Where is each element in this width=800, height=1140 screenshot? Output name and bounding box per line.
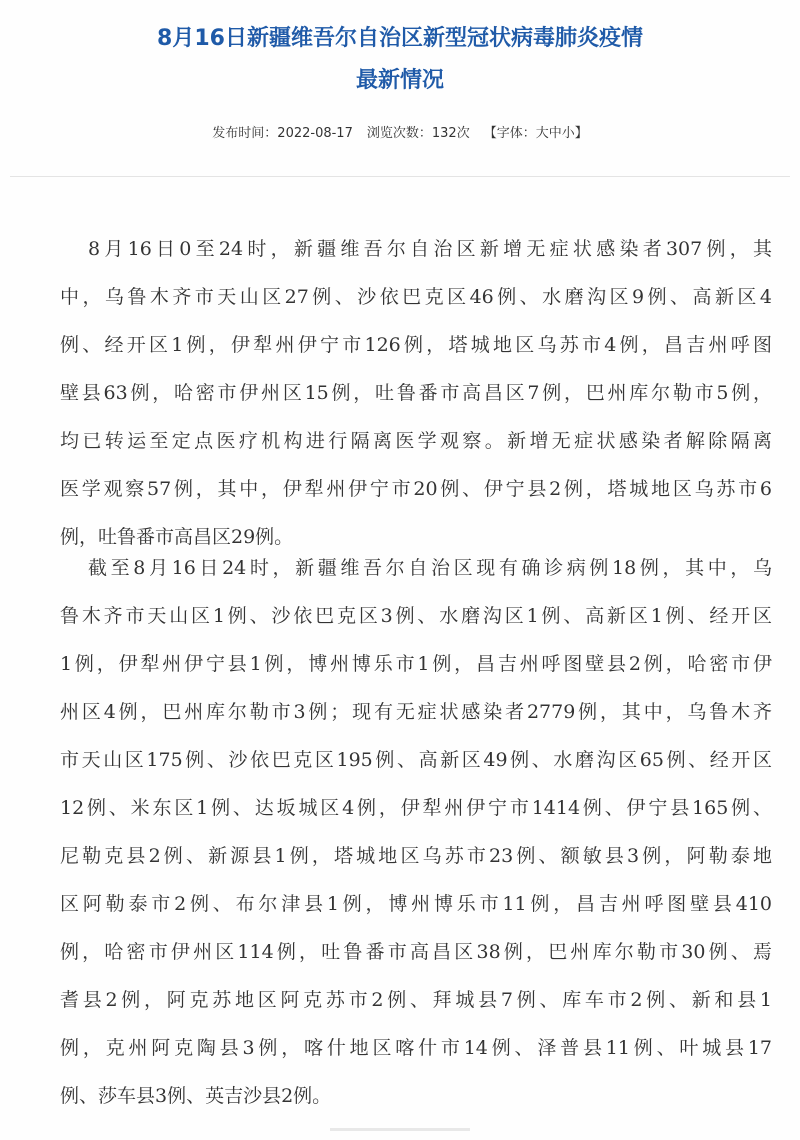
paragraph-line: 截至8月16日24时，新疆维吾尔自治区现有确诊病例18例，其中，乌 [88, 557, 772, 579]
header-divider [10, 176, 790, 177]
paragraph-line: 医学观察57例，其中，伊犁州伊宁市20例、伊宁县2例，塔城地区乌苏市6 [60, 478, 772, 500]
paragraph-line: 尼勒克县2例、新源县1例，塔城地区乌苏市23例、额敏县3例，阿勒泰地 [60, 845, 772, 867]
paragraph-line: 8月16日0至24时，新疆维吾尔自治区新增无症状感染者307例，其 [88, 238, 772, 260]
article-title-line-1: 8月16日新疆维吾尔自治区新型冠状病毒肺炎疫情 [157, 26, 643, 51]
paragraph-line: 中，乌鲁木齐市天山区27例、沙依巴克区46例、水磨沟区9例、高新区4 [60, 286, 772, 308]
paragraph-line: 均已转运至定点医疗机构进行隔离医学观察。新增无症状感染者解除隔离 [60, 430, 772, 452]
publish-time-label: 发布时间： [212, 126, 278, 141]
paragraph-line: 例、莎车县3例、英吉沙县2例。 [60, 1085, 332, 1107]
article-meta [0, 124, 800, 144]
paragraph-line: 壁县63例，哈密市伊州区15例，吐鲁番市高昌区7例，巴州库尔勒市5例， [60, 382, 772, 404]
paragraph-line: 市天山区175例、沙依巴克区195例、高新区49例、水磨沟区65例、经开区 [60, 749, 772, 771]
paragraph-line: 鲁木齐市天山区1例、沙依巴克区3例、水磨沟区1例、高新区1例、经开区 [60, 605, 772, 627]
paragraph-line: 区阿勒泰市2例、布尔津县1例，博州博乐市11例，昌吉州呼图壁县410 [60, 893, 772, 915]
paragraph-line: 例、经开区1例，伊犁州伊宁市126例，塔城地区乌苏市4例，昌吉州呼图 [60, 334, 772, 356]
paragraph-line: 1例，伊犁州伊宁县1例，博州博乐市1例，昌吉州呼图壁县2例，哈密市伊 [60, 653, 772, 675]
paragraph-line: 耆县2例，阿克苏地区阿克苏市2例、拜城县7例、库车市2例、新和县1 [60, 989, 772, 1011]
paragraph-line: 州区4例，巴州库尔勒市3例；现有无症状感染者2779例，其中，乌鲁木齐 [60, 701, 772, 723]
paragraph-line: 12例、米东区1例、达坂城区4例，伊犁州伊宁市1414例、伊宁县165例、 [60, 797, 772, 819]
paragraph-line: 例，吐鲁番市高昌区29例。 [60, 526, 294, 548]
view-count: 132次 [431, 126, 470, 141]
paragraph-line: 例，哈密市伊州区114例，吐鲁番市高昌区38例，巴州库尔勒市30例、焉 [60, 941, 772, 963]
view-count-label: 浏览次数： [366, 126, 432, 141]
article-title-line-2: 最新情况 [355, 68, 444, 93]
publish-date: 2022-08-17 [277, 126, 353, 141]
font-size-control[interactable]: 【字体：大中小】 [483, 126, 588, 141]
bottom-divider [330, 1128, 470, 1131]
paragraph-line: 例，克州阿克陶县3例，喀什地区喀什市14例、泽普县11例、叶城县17 [60, 1037, 772, 1059]
